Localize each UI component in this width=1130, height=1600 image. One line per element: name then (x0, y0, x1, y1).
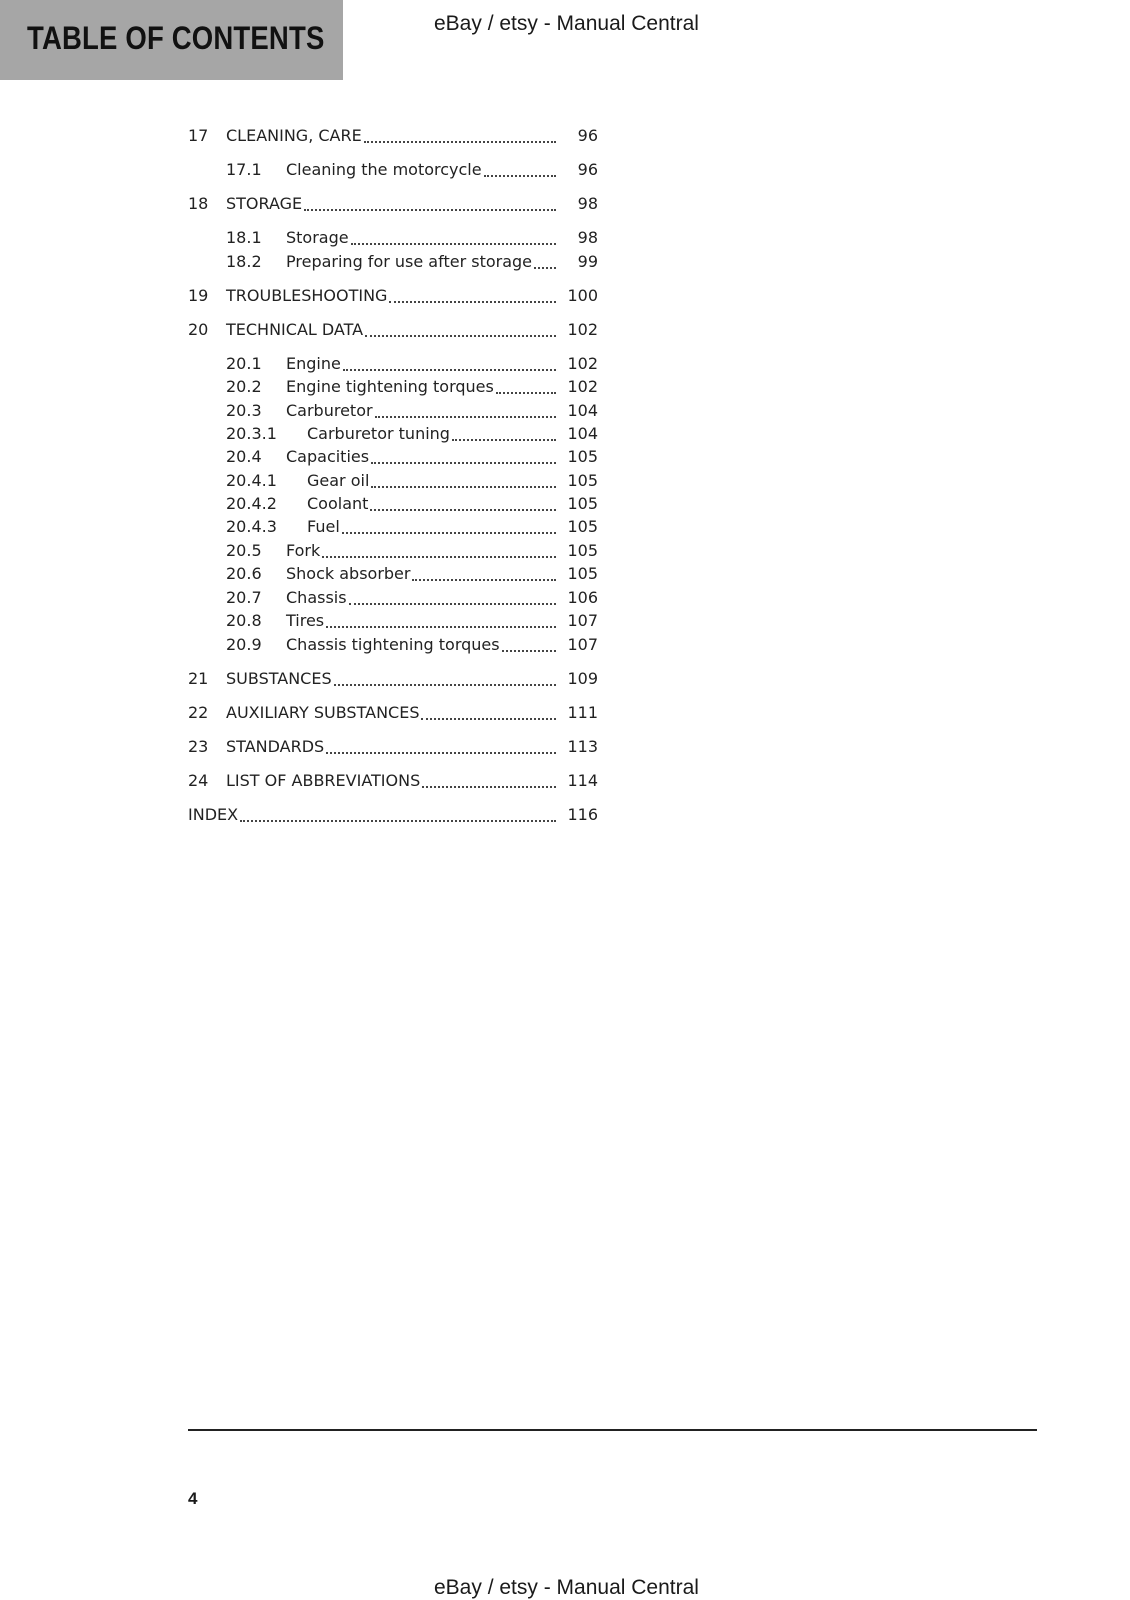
toc-entry-number: 17 (188, 126, 209, 145)
toc-entry-number: 18.2 (226, 252, 262, 271)
toc-entry[interactable] (188, 611, 598, 633)
watermark-bottom: eBay / etsy - Manual Central (434, 1576, 699, 1599)
toc-entry-page: 102 (567, 354, 598, 373)
toc-entry-page: 102 (567, 320, 598, 339)
toc-entry-page: 107 (567, 635, 598, 654)
toc-dot-leader (322, 556, 556, 558)
toc-entry-page: 111 (567, 703, 598, 722)
toc-entry-title: TROUBLESHOOTING (226, 286, 388, 305)
toc-entry[interactable] (188, 377, 598, 399)
toc-entry-page: 104 (567, 401, 598, 420)
toc-entry-number: 20.9 (226, 635, 262, 654)
toc-dot-leader (502, 650, 556, 652)
toc-dot-leader (370, 509, 556, 511)
toc-entry-title: CLEANING, CARE (226, 126, 362, 145)
toc-dot-leader (365, 335, 556, 337)
toc-entry-number: 18.1 (226, 228, 262, 247)
toc-dot-leader (452, 439, 556, 441)
toc-entry[interactable] (188, 635, 598, 657)
toc-entry-title: Engine tightening torques (286, 377, 494, 396)
toc-entry[interactable] (188, 401, 598, 423)
toc-entry-page: 98 (577, 194, 598, 213)
toc-dot-leader (412, 579, 556, 581)
toc-entry-page: 116 (567, 805, 598, 824)
toc-entry-page: 114 (567, 771, 598, 790)
toc-entry-title: Fuel (307, 517, 340, 536)
toc-entry[interactable] (188, 320, 598, 342)
toc-entry-number: 23 (188, 737, 209, 756)
toc-entry[interactable] (188, 564, 598, 586)
toc-entry-page: 113 (567, 737, 598, 756)
toc-entry-page: 96 (577, 126, 598, 145)
toc-entry[interactable] (188, 494, 598, 516)
toc-entry[interactable] (188, 805, 598, 827)
toc-entry-title: Chassis tightening torques (286, 635, 500, 654)
toc-dot-leader (496, 392, 556, 394)
toc-dot-leader (326, 626, 556, 628)
toc-dot-leader (534, 267, 556, 269)
toc-entry-title: Shock absorber (286, 564, 411, 583)
toc-entry-number: 20.3.1 (226, 424, 277, 443)
toc-entry-title: STANDARDS (226, 737, 325, 756)
toc-entry-number: 19 (188, 286, 209, 305)
toc-dot-leader (351, 243, 556, 245)
toc-entry-title: Chassis (286, 588, 347, 607)
toc-dot-leader (375, 416, 556, 418)
toc-entry-page: 105 (567, 541, 598, 560)
toc-entry-number: 17.1 (226, 160, 262, 179)
toc-entry[interactable] (188, 286, 598, 308)
toc-entry-number: 21 (188, 669, 209, 688)
toc-dot-leader (364, 141, 556, 143)
toc-entry-title: SUBSTANCES (226, 669, 332, 688)
toc-dot-leader (240, 820, 556, 822)
toc-entry-title: TECHNICAL DATA (226, 320, 364, 339)
toc-entry[interactable] (188, 160, 598, 182)
toc-dot-leader (371, 462, 556, 464)
toc-entry-number: 20.1 (226, 354, 262, 373)
page-number: 4 (188, 1489, 198, 1508)
toc-dot-leader (484, 175, 556, 177)
toc-dot-leader (371, 486, 556, 488)
toc-entry[interactable] (188, 424, 598, 446)
toc-entry-number: 20.4.2 (226, 494, 277, 513)
toc-entry[interactable] (188, 228, 598, 250)
toc-entry-title: INDEX (188, 805, 239, 824)
toc-entry-title: Carburetor tuning (307, 424, 450, 443)
toc-entry-number: 24 (188, 771, 209, 790)
toc-entry-number: 20.5 (226, 541, 262, 560)
toc-dot-leader (326, 752, 556, 754)
toc-entry-number: 22 (188, 703, 209, 722)
toc-entry[interactable] (188, 541, 598, 563)
toc-entry[interactable] (188, 471, 598, 493)
toc-entry-page: 106 (567, 588, 598, 607)
toc-entry-number: 20.4.1 (226, 471, 277, 490)
toc-dot-leader (342, 532, 556, 534)
watermark-top: eBay / etsy - Manual Central (434, 12, 699, 35)
toc-entry-title: Fork (286, 541, 321, 560)
toc-entry-number: 20.4.3 (226, 517, 277, 536)
toc-entry-page: 99 (577, 252, 598, 271)
toc-entry-title: Capacities (286, 447, 370, 466)
toc-entry[interactable] (188, 669, 598, 691)
footer-rule (188, 1429, 1037, 1431)
toc-entry[interactable] (188, 252, 598, 274)
toc-entry[interactable] (188, 771, 598, 793)
toc-dot-leader (421, 718, 556, 720)
toc-entry-number: 20.8 (226, 611, 262, 630)
toc-entry-title: Cleaning the motorcycle (286, 160, 482, 179)
toc-entry-number: 20 (188, 320, 209, 339)
toc-dot-leader (349, 603, 556, 605)
toc-entry-page: 102 (567, 377, 598, 396)
header-band (0, 0, 343, 80)
toc-entry[interactable] (188, 517, 598, 539)
toc-entry-page: 104 (567, 424, 598, 443)
toc-entry[interactable] (188, 126, 598, 148)
toc-entry[interactable] (188, 737, 598, 759)
toc-entry-number: 20.4 (226, 447, 262, 466)
toc-entry-page: 105 (567, 564, 598, 583)
toc-entry-page: 105 (567, 494, 598, 513)
toc-dot-leader (343, 369, 556, 371)
toc-entry[interactable] (188, 588, 598, 610)
page-title: TABLE OF CONTENTS (27, 20, 325, 56)
toc-entry[interactable] (188, 447, 598, 469)
toc-entry-title: AUXILIARY SUBSTANCES (226, 703, 420, 722)
toc-entry-page: 105 (567, 517, 598, 536)
toc-dot-leader (422, 786, 556, 788)
toc-entry-title: STORAGE (226, 194, 303, 213)
toc-entry-page: 98 (577, 228, 598, 247)
toc-entry-title: Coolant (307, 494, 369, 513)
toc-entry-title: LIST OF ABBREVIATIONS (226, 771, 421, 790)
toc-entry-title: Tires (286, 611, 325, 630)
toc-entry-page: 109 (567, 669, 598, 688)
toc-entry-number: 20.3 (226, 401, 262, 420)
toc-entry-number: 20.7 (226, 588, 262, 607)
toc-dot-leader (304, 209, 556, 211)
toc-entry-number: 18 (188, 194, 209, 213)
toc-entry-title: Engine (286, 354, 341, 373)
toc-entry-page: 100 (567, 286, 598, 305)
toc-entry-title: Carburetor (286, 401, 373, 420)
toc-entry-number: 20.2 (226, 377, 262, 396)
toc-entry-title: Preparing for use after storage (286, 252, 533, 271)
toc-entry[interactable] (188, 354, 598, 376)
toc-dot-leader (389, 301, 556, 303)
toc-dot-leader (334, 684, 556, 686)
toc-entry[interactable] (188, 194, 598, 216)
toc-entry-title: Gear oil (307, 471, 370, 490)
toc-entry-number: 20.6 (226, 564, 262, 583)
toc-entry-page: 107 (567, 611, 598, 630)
toc-entry-page: 105 (567, 471, 598, 490)
toc-entry-title: Storage (286, 228, 349, 247)
toc-entry-page: 105 (567, 447, 598, 466)
toc-entry-page: 96 (577, 160, 598, 179)
toc-entry[interactable] (188, 703, 598, 725)
